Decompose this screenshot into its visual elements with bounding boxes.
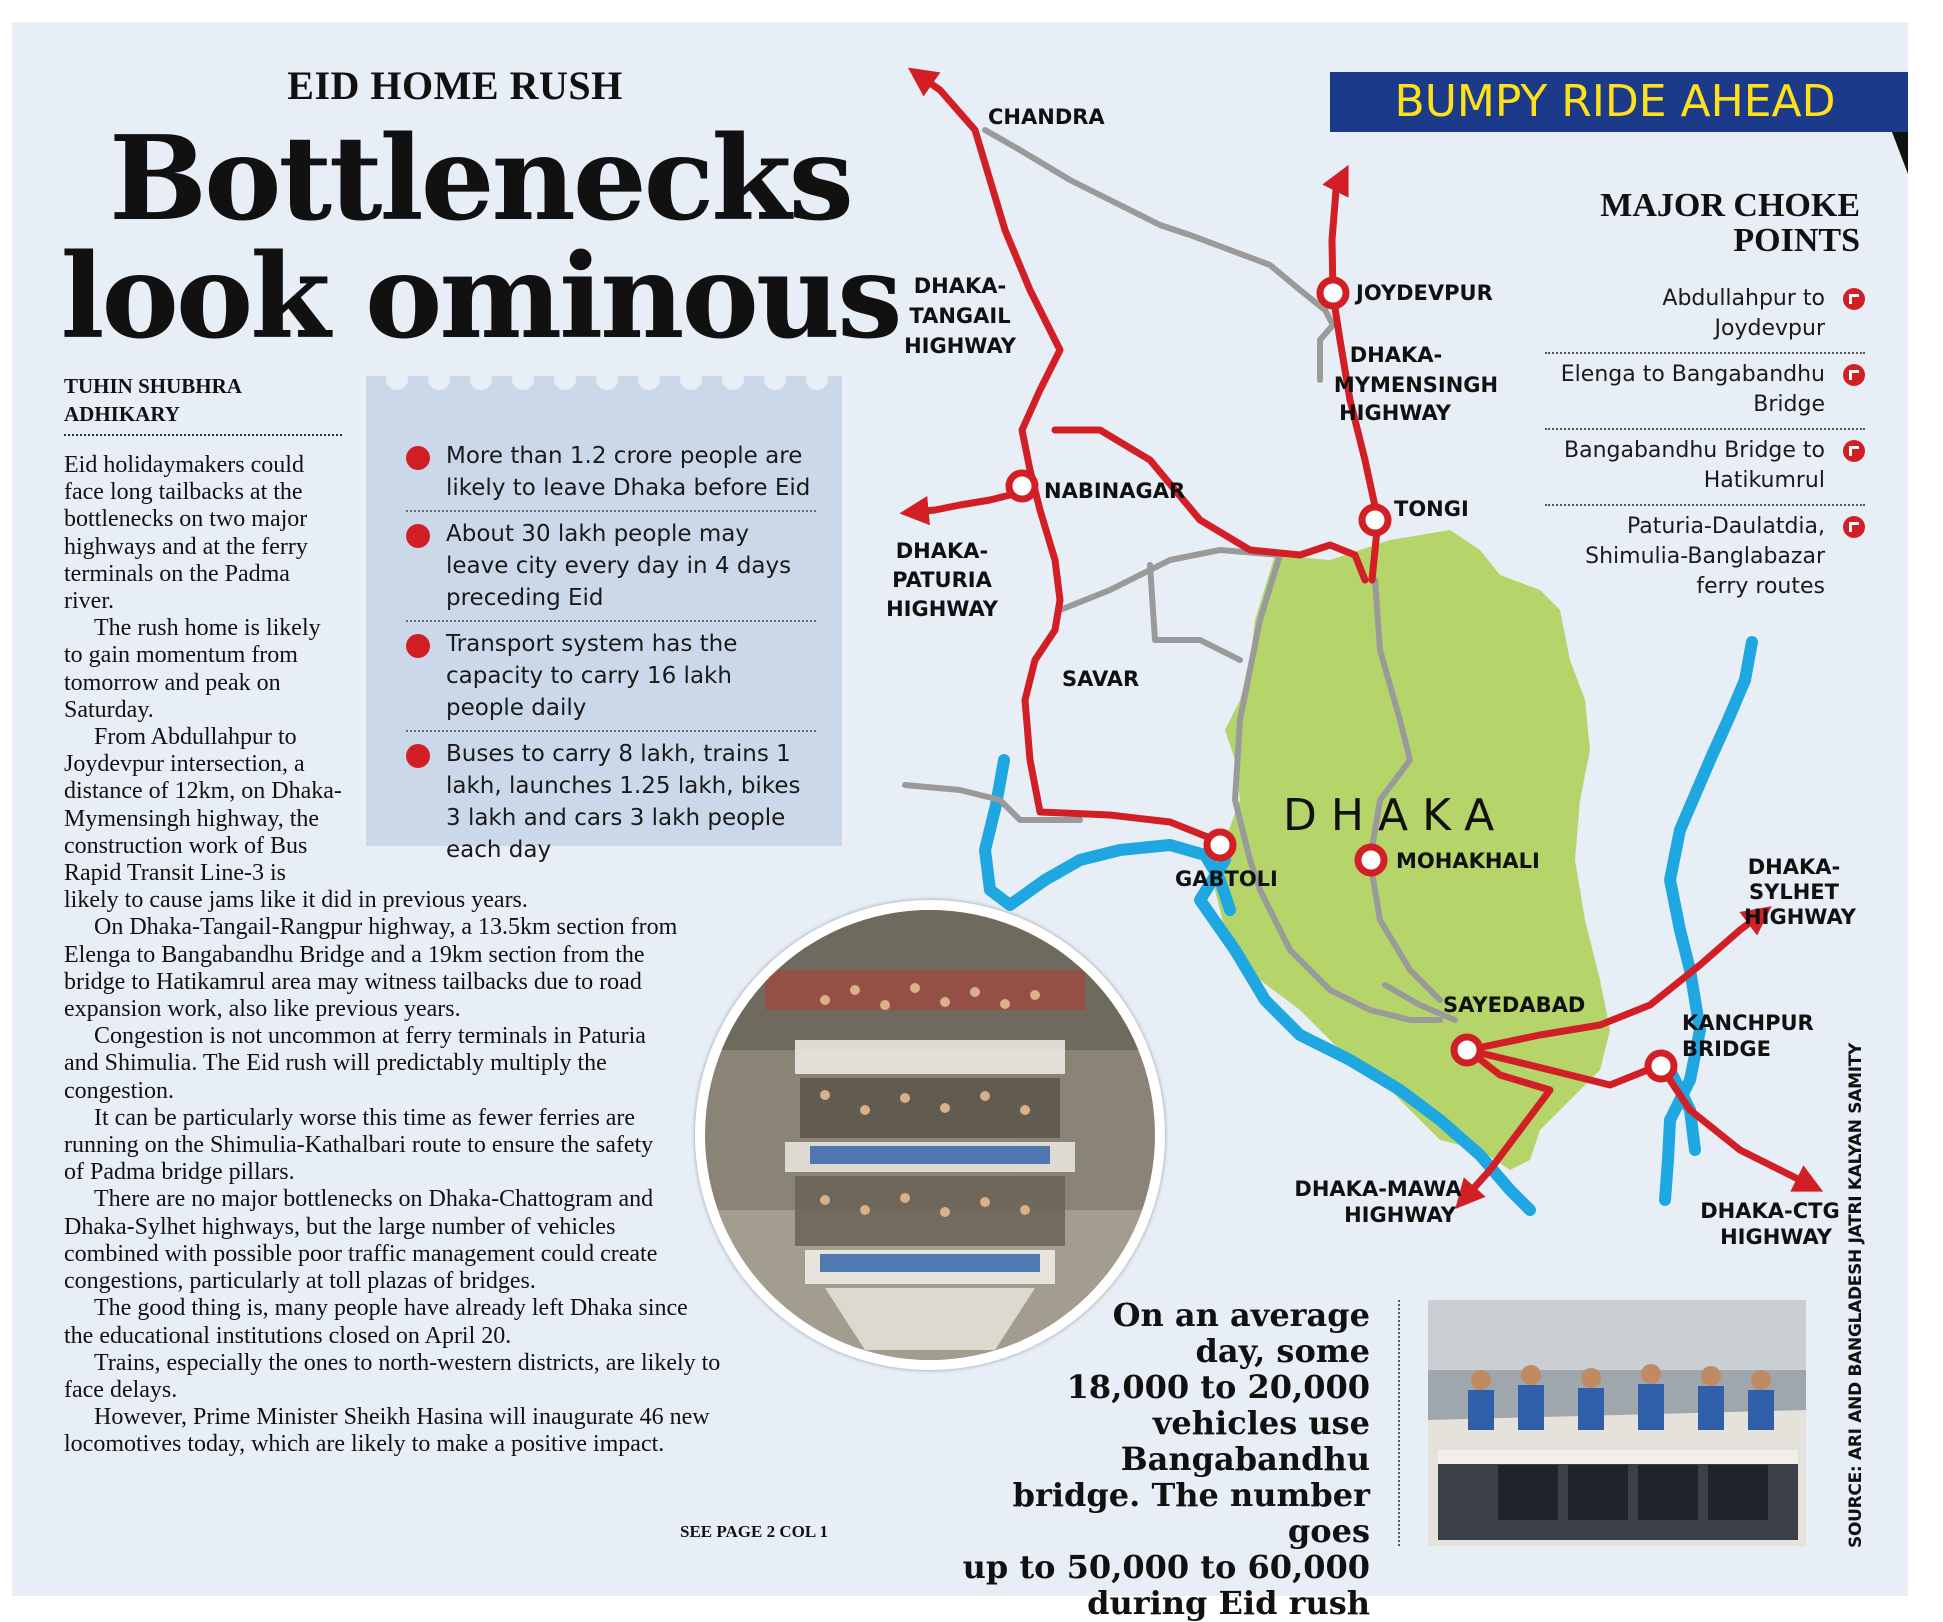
stat-line: On an average xyxy=(1112,1296,1370,1334)
body-paragraph: It can be particularly worse this time as fewer ferries are running on the Shimulia-Kathalbari route to ensure the safety of Padma bridge pillars. xyxy=(64,1104,654,1186)
choke-point-item xyxy=(1545,430,1865,506)
label-joydevpur: JOYDEVPUR xyxy=(1356,281,1493,305)
label-kanchpur-1: KANCHPUR xyxy=(1682,1011,1814,1035)
body-paragraph: From Abdullahpur to Joydevpur intersection, a distance of 12km, on Dhaka-Mymensingh highway, the construction work of Bus Rapid Transit Line-3 is likely to cause jams like it did in previous years. xyxy=(64,724,528,914)
label-dhaka-tangail-3: HIGHWAY xyxy=(904,334,1016,358)
label-dhaka-mawa-2: HIGHWAY xyxy=(1344,1203,1456,1227)
choke-title-line-1: MAJOR CHOKE xyxy=(1600,187,1860,224)
choke-point-item xyxy=(1545,278,1865,354)
crowded-ferry-illustration xyxy=(705,910,1155,1360)
label-dhaka-ctg-1: DHAKA-CTG xyxy=(1700,1199,1840,1223)
label-dhaka-paturia-1: DHAKA- xyxy=(895,539,989,563)
kanchpur-marker xyxy=(1648,1053,1674,1079)
road-chandra-joydevpur xyxy=(985,130,1333,325)
choke-arrow-icon xyxy=(1843,516,1865,538)
stat-line: day, some xyxy=(1195,1332,1370,1370)
body-paragraph: There are no major bottlenecks on Dhaka-Chattogram and Dhaka-Sylhet highways, but the large number of vehicles combined with possible poor traffic management could create congestions, particularly at toll plazas of bridges. xyxy=(64,1186,658,1295)
label-dhaka-mymensingh-2: MYMENSINGH xyxy=(1333,373,1499,397)
label-tongi: TONGI xyxy=(1394,497,1469,521)
choke-points-list xyxy=(1545,278,1865,610)
label-dhaka-ctg-2: HIGHWAY xyxy=(1720,1225,1832,1249)
mohakhali-marker xyxy=(1358,847,1384,873)
stat-line: bridge. The number goes xyxy=(1012,1476,1370,1550)
body-paragraph: The good thing is, many people have already left Dhaka since the educational institutions closed on April 20. xyxy=(64,1295,688,1349)
fact-item xyxy=(406,622,816,732)
choke-arrow-icon xyxy=(1843,440,1865,462)
river-shitalakshya xyxy=(1665,642,1752,1200)
notepad-hole xyxy=(386,368,408,390)
body-paragraph: On Dhaka-Tangail-Rangpur highway, a 13.5km section from Elenga to Bangabandhu Bridge and a 19km section from the bridge to Hatikamrul area may witness tailbacks due to road expansion work, also like previous years. xyxy=(64,914,678,1023)
gabtoli-marker xyxy=(1207,832,1233,858)
label-dhaka-sylhet-1: DHAKA- xyxy=(1747,855,1841,879)
label-kanchpur-2: BRIDGE xyxy=(1682,1037,1772,1061)
label-dhaka-mawa-1: DHAKA-MAWA xyxy=(1294,1177,1462,1201)
stat-line: 18,000 to 20,000 xyxy=(1066,1368,1370,1406)
facts-list xyxy=(406,434,816,872)
bullet-icon xyxy=(406,634,430,658)
source-credit: SOURCE: ARI AND BANGLADESH JATRI KALYAN SAMITY xyxy=(1846,1042,1866,1548)
road-nabinagar-cross xyxy=(1060,550,1280,610)
label-dhaka-sylhet-2: SYLHET xyxy=(1749,880,1839,904)
fact-text: Transport system has the capacity to carry 16 lakh people daily xyxy=(446,631,738,721)
bridge-traffic-stat xyxy=(920,1297,1370,1621)
body-paragraph: The rush home is likely to gain momentum from tomorrow and peak on Saturday. xyxy=(64,615,321,723)
body-paragraph: Congestion is not uncommon at ferry terminals in Paturia and Shimulia. The Eid rush will predictably multiply the congestion. xyxy=(64,1023,646,1104)
choke-points-title xyxy=(1480,188,1860,258)
fact-item xyxy=(406,732,816,872)
stat-line: vehicles use Bangabandhu xyxy=(1120,1404,1370,1478)
notepad-hole xyxy=(428,368,450,390)
fact-text: More than 1.2 crore people are likely to leave Dhaka before Eid xyxy=(446,443,811,501)
label-chandra: CHANDRA xyxy=(988,105,1105,129)
notepad-hole xyxy=(722,368,744,390)
choke-point-text: Paturia-Daulatdia, Shimulia-Banglabazar ferry routes xyxy=(1585,514,1825,599)
body-paragraph: Eid holidaymakers could face long tailbacks at the bottlenecks on two major highways and at the ferry terminals on the Padma river. xyxy=(64,452,308,615)
joydevpur-marker xyxy=(1320,280,1346,306)
notepad-hole xyxy=(764,368,786,390)
dhaka-city-label: DHAKA xyxy=(1283,790,1509,841)
body-paragraph: However, Prime Minister Sheikh Hasina will inaugurate 46 new locomotives today, which are likely to make a positive impact. xyxy=(64,1404,710,1458)
banner-title: BUMPY RIDE AHEAD xyxy=(1394,76,1836,127)
notepad-hole xyxy=(554,368,576,390)
bus-photo xyxy=(1428,1300,1806,1546)
label-savar: SAVAR xyxy=(1062,667,1140,691)
label-dhaka-tangail-2: TANGAIL xyxy=(909,304,1011,328)
article-kicker: EID HOME RUSH xyxy=(287,63,623,108)
label-sayedabad: SAYEDABAD xyxy=(1443,993,1586,1017)
bullet-icon xyxy=(406,524,430,548)
continuation-note: SEE PAGE 2 COL 1 xyxy=(680,1522,828,1541)
label-dhaka-paturia-2: PATURIA xyxy=(892,568,992,592)
highway-dhaka-tangail xyxy=(920,76,1220,842)
label-mohakhali: MOHAKHALI xyxy=(1396,849,1540,873)
byline-line-1: TUHIN SHUBHRA xyxy=(64,374,242,398)
sayedabad-marker xyxy=(1454,1037,1480,1063)
choke-point-item xyxy=(1545,354,1865,430)
fact-item xyxy=(406,434,816,512)
label-dhaka-tangail-1: DHAKA- xyxy=(913,274,1007,298)
choke-point-text: Abdullahpur to Joydevpur xyxy=(1662,286,1825,341)
bullet-icon xyxy=(406,446,430,470)
label-gabtoli: GABTOLI xyxy=(1175,867,1278,891)
label-nabinagar: NABINAGAR xyxy=(1044,479,1186,503)
label-dhaka-mymensingh-3: HIGHWAY xyxy=(1339,401,1451,425)
notepad-hole xyxy=(596,368,618,390)
stat-divider xyxy=(1398,1300,1400,1546)
byline-line-2: ADHIKARY xyxy=(64,402,180,426)
headline-line-2: look ominous xyxy=(60,229,900,365)
banner-fold xyxy=(1892,132,1908,174)
fact-text: Buses to carry 8 lakh, trains 1 lakh, launches 1.25 lakh, bikes 3 lakh and cars 3 lakh people each day xyxy=(446,741,801,863)
notepad-hole xyxy=(470,368,492,390)
choke-point-text: Bangabandhu Bridge to Hatikumrul xyxy=(1564,438,1825,493)
road-joydevpur-tongi-gabtoli xyxy=(1320,325,1333,380)
choke-arrow-icon xyxy=(1843,364,1865,386)
nabinagar-marker xyxy=(1009,473,1035,499)
fact-text: About 30 lakh people may leave city every day in 4 days preceding Eid xyxy=(446,521,792,611)
label-dhaka-mymensingh-1: DHAKA- xyxy=(1349,343,1443,367)
notepad-hole xyxy=(680,368,702,390)
notepad-hole xyxy=(638,368,660,390)
choke-title-line-2: POINTS xyxy=(1733,222,1860,259)
road-savar-east xyxy=(1150,565,1240,660)
byline xyxy=(64,372,342,436)
body-paragraph: Trains, especially the ones to north-western districts, are likely to face delays. xyxy=(64,1349,721,1403)
fact-item xyxy=(406,512,816,622)
label-dhaka-paturia-3: HIGHWAY xyxy=(886,597,998,621)
facts-notepad xyxy=(366,376,842,863)
stat-line: during Eid rush xyxy=(1087,1584,1370,1622)
tongi-marker xyxy=(1362,507,1388,533)
notepad-hole xyxy=(512,368,534,390)
headline-line-1: Bottlenecks xyxy=(109,111,851,247)
choke-point-text: Elenga to Bangabandhu Bridge xyxy=(1560,362,1825,417)
choke-point-item xyxy=(1545,506,1865,610)
notepad-hole xyxy=(806,368,828,390)
label-dhaka-sylhet-3: HIGHWAY xyxy=(1744,905,1856,929)
choke-arrow-icon xyxy=(1843,288,1865,310)
article-headline xyxy=(50,111,910,365)
highway-nabinagar-tongi xyxy=(1055,430,1365,580)
banner xyxy=(1330,72,1908,132)
bullet-icon xyxy=(406,744,430,768)
stat-line: up to 50,000 to 60,000 xyxy=(962,1548,1370,1586)
